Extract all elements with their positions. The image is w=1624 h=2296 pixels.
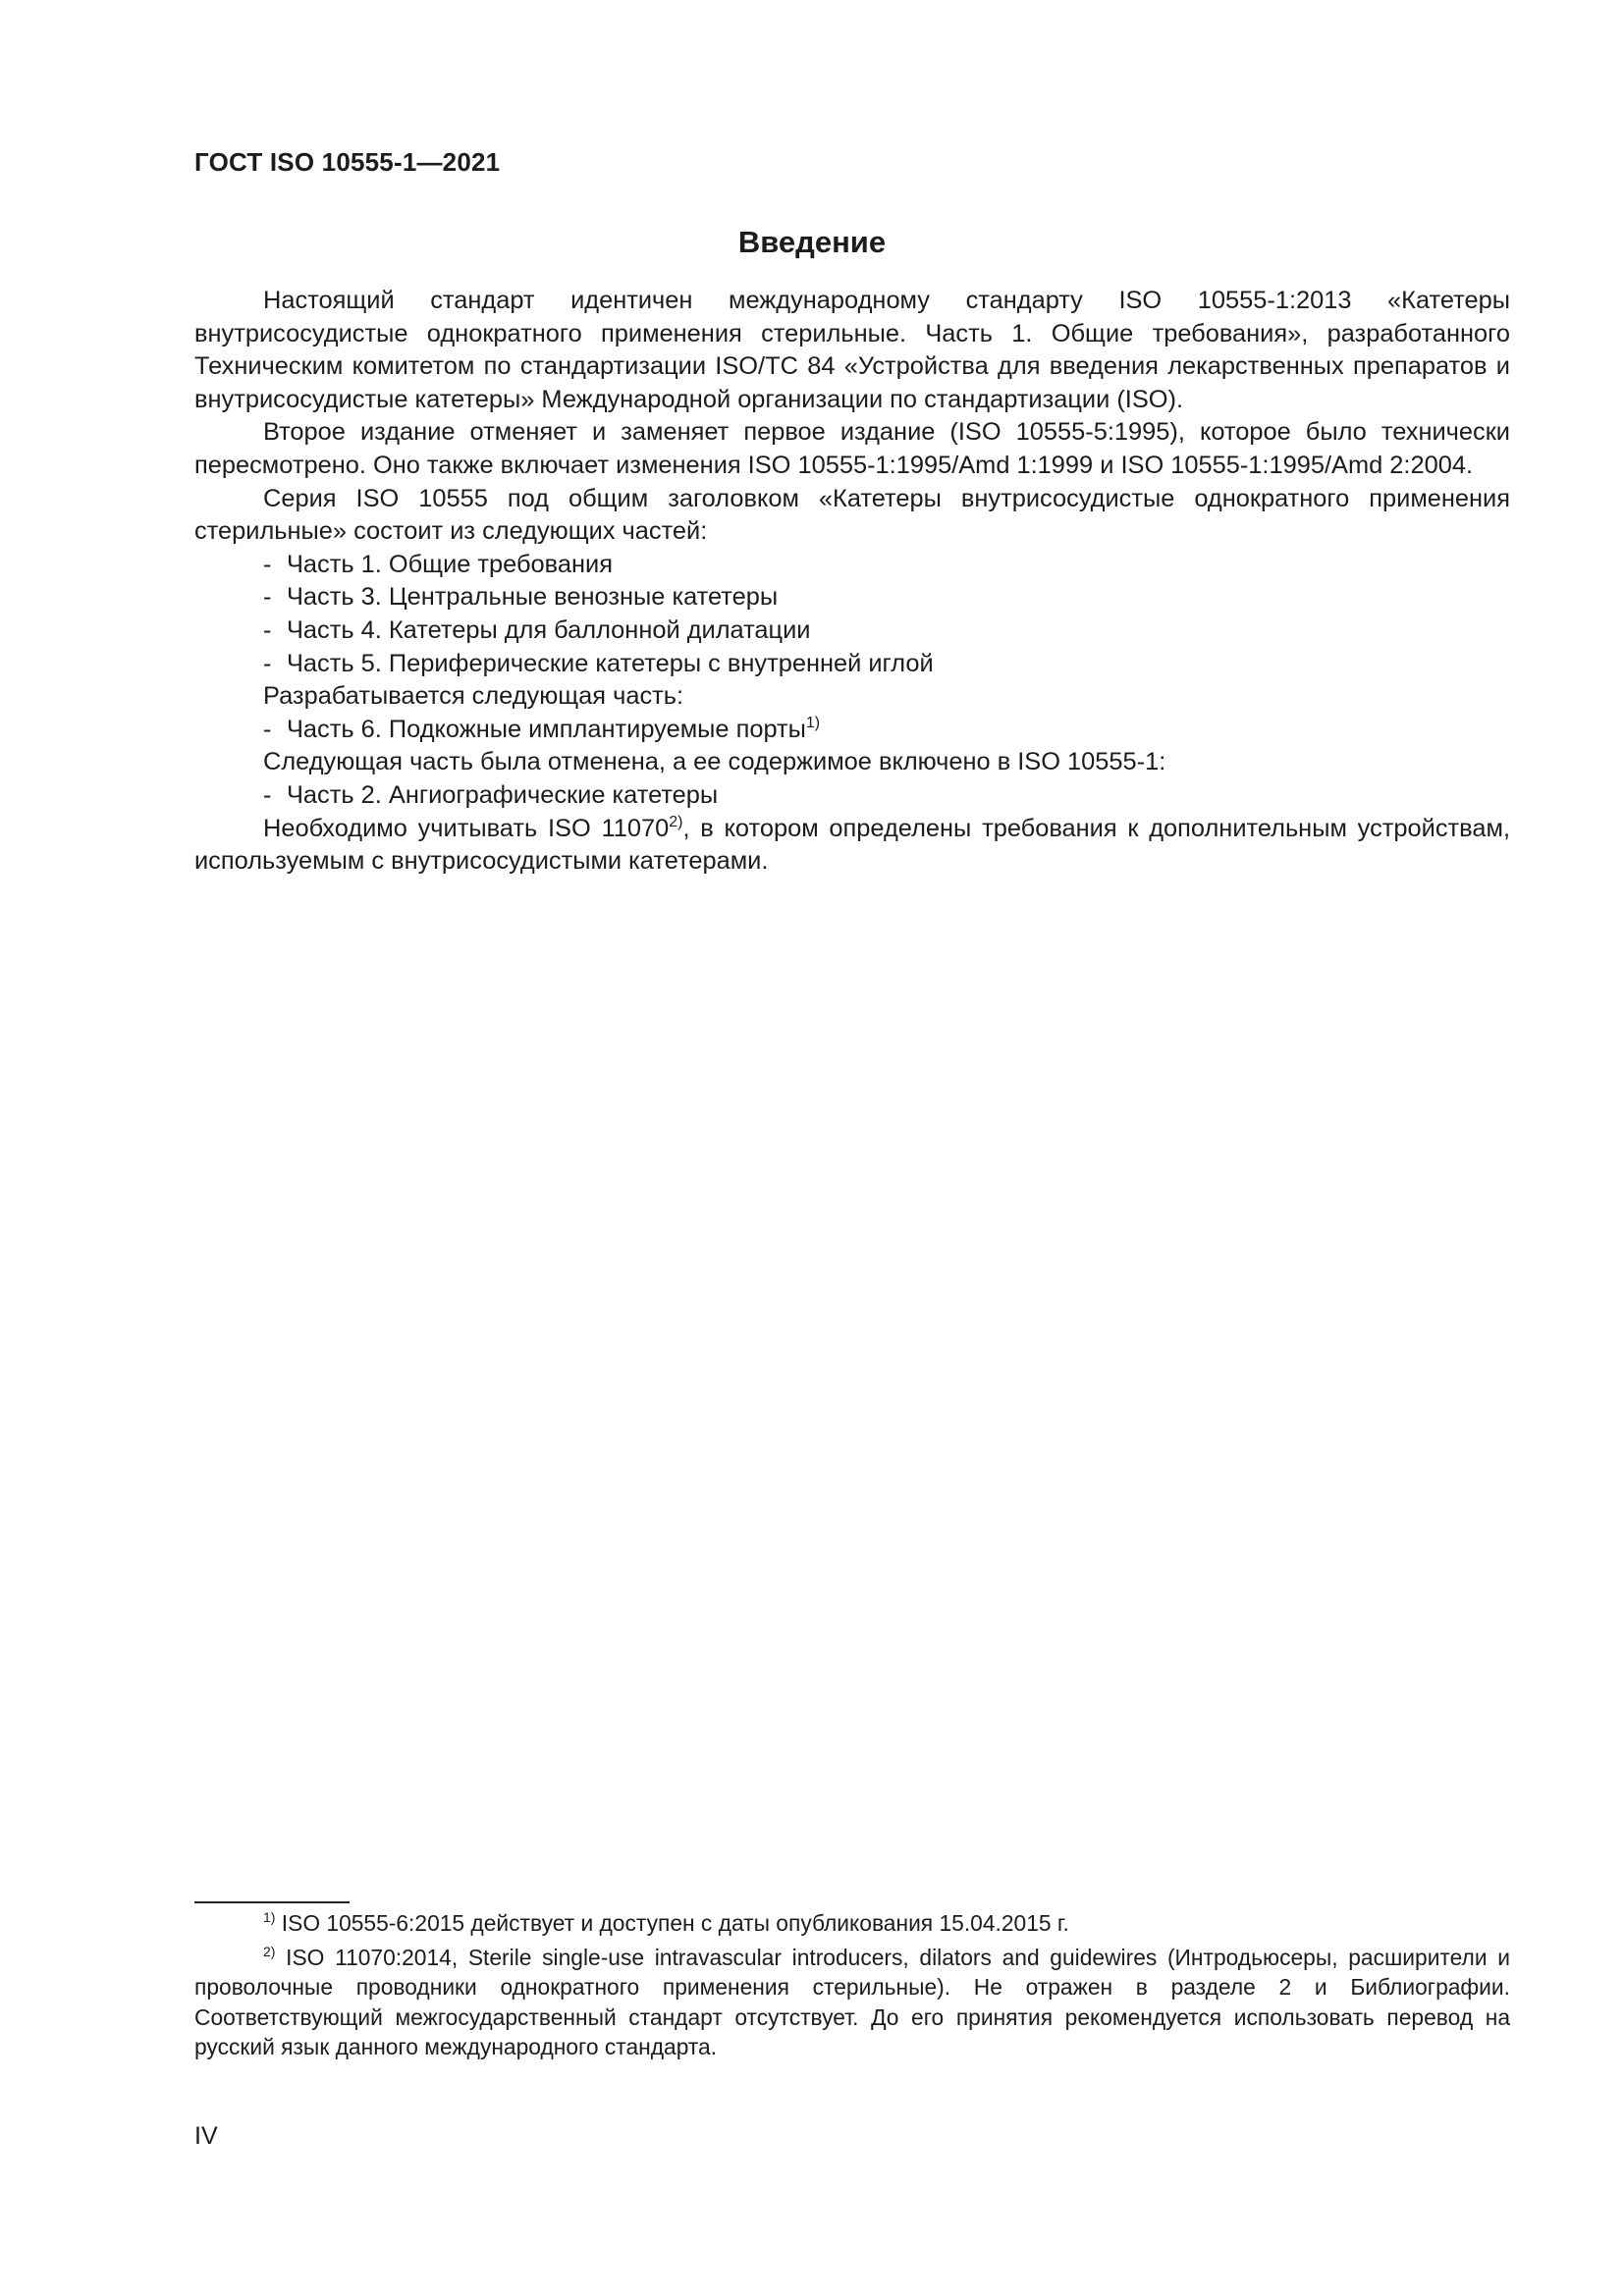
paragraph-second-edition: Второе издание отменяет и заменяет первое издание (ISO 10555-5:1995), которое было технически пересмотрено. Оно также включает изменения ISO 10555-1:1995/Amd 1:1999 и ISO 10555-1:1995/Amd 2:2004. bbox=[194, 418, 1510, 479]
footnote-ref-1: 1) bbox=[805, 714, 821, 731]
paragraph-text-start: Необходимо учитывать ISO 11070 bbox=[263, 814, 670, 842]
list-item-text: Часть 2. Ангиографические катетеры bbox=[287, 780, 719, 809]
list-dash: - bbox=[263, 615, 272, 644]
document-code-header: ГОСТ ISO 10555-1—2021 bbox=[194, 147, 501, 177]
page-number: IV bbox=[194, 2122, 218, 2150]
developing-part-intro: Разрабатывается следующая часть: bbox=[263, 682, 684, 711]
footnote-divider bbox=[194, 1901, 350, 1903]
footnote-1 bbox=[194, 1908, 1510, 1939]
list-dash: - bbox=[263, 583, 272, 612]
list-item-text: Часть 4. Катетеры для баллонной дилатации bbox=[287, 615, 811, 644]
footnote-2 bbox=[194, 1943, 1510, 2062]
list-dash: - bbox=[263, 550, 272, 578]
cancelled-part-intro: Следующая часть была отменена, а ее содержимое включено в ISO 10555-1: bbox=[263, 748, 1166, 776]
paragraph-series-parts: Серия ISO 10555 под общим заголовком «Катетеры внутрисосудистые однократного применения стерильные» состоит из следующих частей: bbox=[194, 484, 1510, 546]
list-item-text: Часть 5. Периферические катетеры с внутренней иглой bbox=[287, 649, 934, 677]
footnote-ref-2: 2) bbox=[669, 813, 683, 830]
list-item-text: Часть 6. Подкожные имплантируемые порты bbox=[287, 715, 806, 743]
footnotes bbox=[194, 1908, 1510, 2066]
list-dash: - bbox=[263, 649, 272, 677]
footnote-marker: 1) bbox=[263, 1909, 276, 1925]
list-dash: - bbox=[263, 715, 272, 743]
list-item-text: Часть 3. Центральные венозные катетеры bbox=[287, 583, 779, 612]
footnote-text: ISO 10555-6:2015 действует и доступен с даты опубликования 15.04.2015 г. bbox=[275, 1910, 1069, 1936]
list-item bbox=[194, 549, 1510, 582]
list-item bbox=[194, 614, 1510, 648]
list-item bbox=[194, 581, 1510, 614]
list-item bbox=[194, 714, 1510, 747]
section-title: Введение bbox=[737, 225, 887, 259]
list-dash: - bbox=[263, 780, 272, 809]
paragraph-standard-identity: Настоящий стандарт идентичен международному стандарту ISO 10555-1:2013 «Катетеры внутрисосудистые однократного применения стерильные. Часть 1. Общие требования», разработанного Техническим комитетом по стандартизации ISO/TC 84 «Устройства для введения лекарственных препаратов и внутрисосудистые катетеры» Международной организации по стандартизации (ISO). bbox=[194, 287, 1510, 413]
list-item bbox=[194, 648, 1510, 681]
paragraph-iso-11070 bbox=[194, 813, 1510, 879]
footnote-marker: 2) bbox=[263, 1943, 276, 1959]
list-item bbox=[194, 779, 1510, 813]
footnote-text: ISO 11070:2014, Sterile single-use intravascular introducers, dilators and guidewires (Интродьюсеры, расширители и проволочные проводники однократного применения стерильные). Не отражен в разделе 2 и Библиографии. Соответствующий межгосударственный стандарт отсутствует. До его принятия рекомендуется использовать перевод на русский язык данного международного стандарта. bbox=[194, 1944, 1510, 2059]
introduction-body bbox=[194, 285, 1510, 879]
list-item-text: Часть 1. Общие требования bbox=[287, 550, 613, 578]
paragraph-text-end: , в котором определены требования к дополнительным устройствам, используемым с внутрисосудистыми катетерами. bbox=[194, 814, 1510, 876]
